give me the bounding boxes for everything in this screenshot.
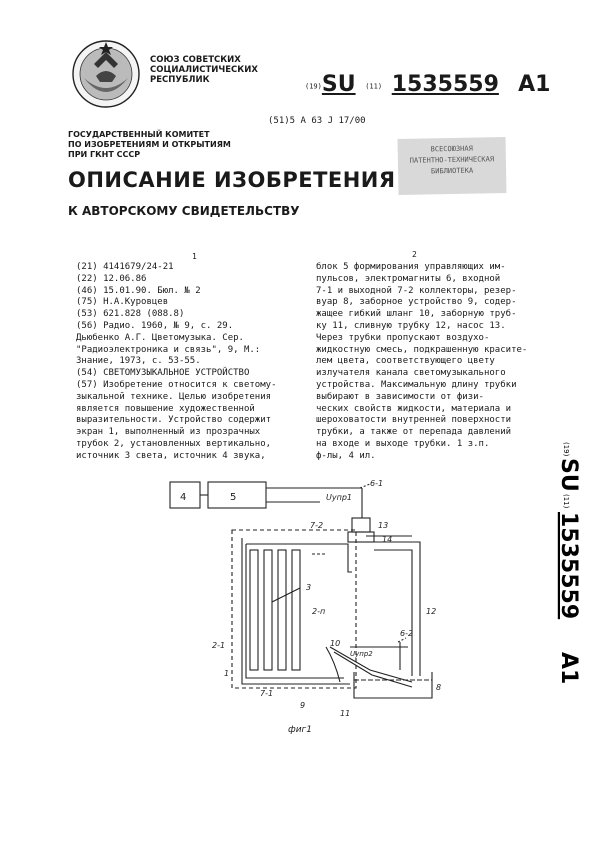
- label-7-2: 7-2: [310, 521, 324, 530]
- committee: [68, 130, 231, 160]
- patent-number: 1535559: [556, 512, 581, 620]
- pump-valve-14: [348, 532, 374, 542]
- ipc-classification: (51)5 A 63 J 17/00: [268, 116, 366, 126]
- collector-frame: [232, 530, 356, 688]
- text-line: ку 11, сливную трубку 12, насос 13.: [316, 320, 506, 331]
- figure-caption: фиг1: [288, 725, 312, 735]
- screen-tubes: [250, 550, 300, 670]
- text-line: 7-1 и выходной 7-2 коллекторы, резер-: [316, 285, 517, 296]
- org-line: РЕСПУБЛИК: [150, 75, 210, 85]
- text-line: выбирают в зависимости от физи-: [316, 391, 484, 402]
- text-line: источник 3 света, источник 4 звука,: [76, 450, 266, 461]
- kind-code: A1: [556, 652, 581, 685]
- kind-code: A1: [518, 72, 551, 97]
- stamp-line: ПАТЕНТНО-ТЕХНИЧЕСКАЯ: [409, 155, 495, 165]
- issuing-state: [150, 55, 258, 85]
- label-6-2: 6-2: [400, 629, 414, 638]
- text-line: жащее гибкий шланг 10, заборную труб-: [316, 309, 517, 320]
- label-11: 11: [340, 709, 351, 718]
- text-line: трубок 2, установленных вертикально,: [76, 438, 272, 449]
- label-6-1: 6-1: [370, 479, 384, 488]
- text-line: (22) 12.06.86: [76, 273, 147, 284]
- org-line: СОЮЗ СОВЕТСКИХ: [150, 55, 241, 65]
- label-3: 3: [306, 583, 312, 592]
- stamp-line: ВСЕСОЮЗНАЯ: [430, 144, 473, 154]
- stamp-line: БИБЛИОТЕКА: [430, 166, 474, 176]
- label-8: 8: [436, 683, 442, 692]
- inid-11: (11): [562, 494, 570, 509]
- text-line: (57) Изобретение относится к светому-: [76, 379, 277, 390]
- text-line: (75) Н.А.Куровцев: [76, 297, 169, 308]
- inid-19: (19): [562, 442, 570, 457]
- text-line: Дьюбенко А.Г. Цветомузыка. Сер.: [76, 332, 244, 343]
- committee-line: ПРИ ГКНТ СССР: [68, 150, 141, 159]
- figure-1-diagram: [150, 472, 470, 752]
- label-2-n: 2-п: [312, 607, 326, 616]
- label-13: 13: [378, 521, 389, 530]
- label-1: 1: [224, 669, 230, 678]
- document-title: ОПИСАНИЕ ИЗОБРЕТЕНИЯ: [68, 168, 396, 192]
- text-line: (56) Радио. 1960, № 9, с. 29.: [76, 320, 234, 331]
- org-line: СОЦИАЛИСТИЧЕСКИХ: [150, 65, 258, 75]
- country-code: SU: [556, 458, 581, 492]
- text-line: лем цвета, соответствующего цвету: [316, 356, 495, 367]
- committee-line: ГОСУДАРСТВЕННЫЙ КОМИТЕТ: [68, 130, 210, 139]
- text-line: экран 1, выполненный из прозрачных: [76, 427, 261, 438]
- label-uupr2: Uупр2: [350, 650, 373, 658]
- label-14: 14: [382, 535, 393, 544]
- text-line: зыкальной технике. Целью изобретения: [76, 391, 272, 402]
- text-line: блок 5 формирования управляющих им-: [316, 262, 506, 272]
- inid-19: (19): [305, 82, 322, 91]
- column-number: 1: [192, 252, 197, 261]
- text-line: Знание, 1973, с. 53-55.: [76, 356, 201, 367]
- text-line: ф-лы, 4 ил.: [316, 450, 376, 461]
- column-right: [316, 262, 527, 463]
- text-line: устройства. Максимальную длину трубки: [316, 379, 517, 390]
- vertical-publication-number: [534, 440, 581, 700]
- text-line: жидкостную смесь, подкрашенную красите-: [316, 344, 528, 355]
- label-2-1: 2-1: [212, 641, 226, 650]
- document-subtitle: К АВТОРСКОМУ СВИДЕТЕЛЬСТВУ: [68, 204, 300, 218]
- publication-number: [305, 72, 550, 97]
- column-number: 2: [412, 250, 417, 259]
- inid-11: (11): [365, 82, 383, 91]
- country-code: SU: [321, 72, 356, 97]
- text-line: излучателя канала светомузыкального: [316, 368, 506, 379]
- text-line: на входе и выходе трубки. 1 з.п.: [316, 438, 490, 449]
- text-line: вуар 8, заборное устройство 9, содер-: [316, 297, 517, 308]
- text-line: шероховатости внутренней поверхности: [316, 415, 512, 426]
- label-uupr1: Uупр1: [326, 493, 352, 502]
- label-7-1: 7-1: [260, 689, 274, 698]
- library-stamp: [398, 137, 507, 195]
- label-5: 5: [230, 492, 237, 503]
- label-9: 9: [300, 701, 306, 710]
- pulse-former-block: [208, 482, 266, 508]
- state-emblem: [70, 38, 142, 110]
- text-line: трубки, а также от перепада давлений: [316, 427, 512, 438]
- column-left: [76, 262, 276, 463]
- text-line: "Радиоэлектроника и связь", 9, М.:: [76, 344, 261, 355]
- text-line: (54) СВЕТОМУЗЫКАЛЬНОЕ УСТРОЙСТВО: [76, 368, 250, 379]
- label-4: 4: [180, 492, 187, 503]
- text-line: ческих свойств жидкости, материала и: [316, 403, 512, 414]
- text-line: (46) 15.01.90. Бюл. № 2: [76, 285, 201, 296]
- label-12: 12: [426, 607, 437, 616]
- text-line: (53) 621.828 (088.8): [76, 309, 185, 320]
- text-line: Через трубки пропускают воздухо-: [316, 332, 490, 343]
- label-10: 10: [330, 639, 341, 648]
- text-line: пульсов, электромагниты 6, входной: [316, 273, 501, 284]
- committee-line: ПО ИЗОБРЕТЕНИЯМ И ОТКРЫТИЯМ: [68, 140, 231, 149]
- patent-number: 1535559: [391, 72, 499, 97]
- text-line: выразительности. Устройство содержит: [76, 415, 272, 426]
- text-line: является повышение художественной: [76, 403, 255, 414]
- text-line: (21) 4141679/24-21: [76, 262, 174, 272]
